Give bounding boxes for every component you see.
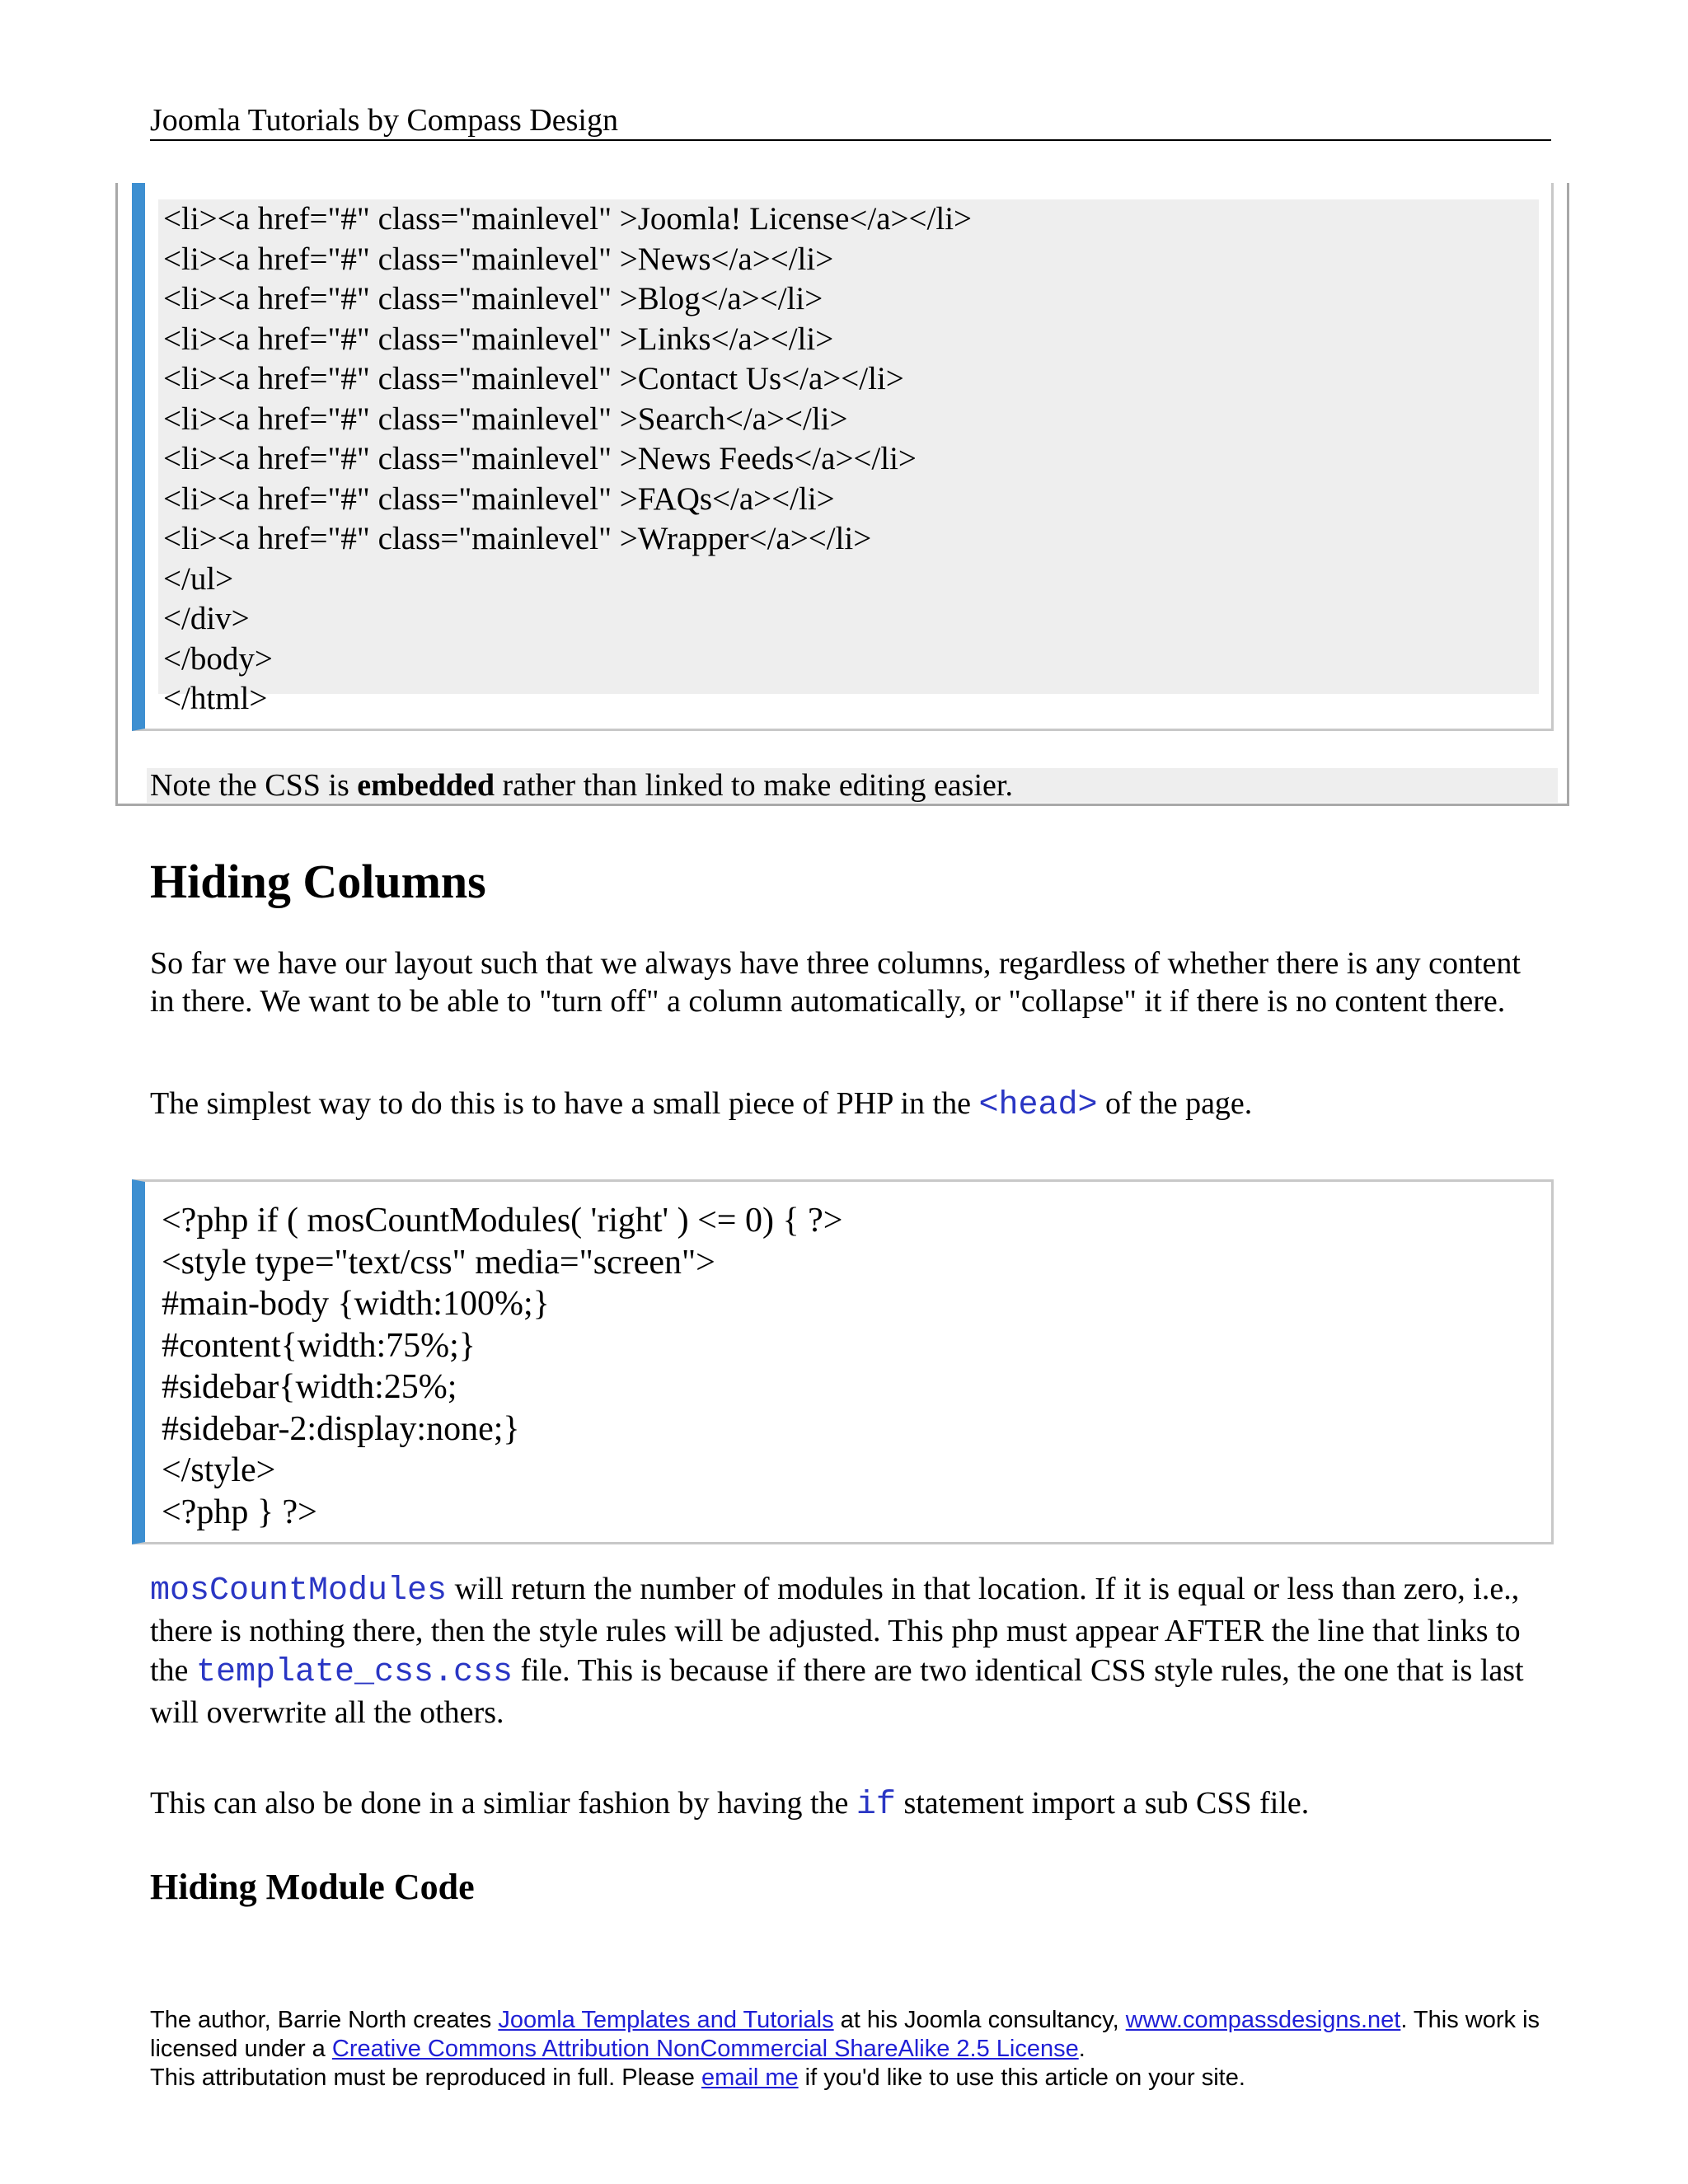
inline-code-template-css: template_css.css [195,1654,513,1691]
para4-text-before: This can also be done in a simliar fashion by having the [150,1786,856,1821]
joomla-templates-link[interactable]: Joomla Templates and Tutorials [498,2007,834,2033]
code-line: <li><a href="#" class="mainlevel" >Contact Us</a></li> [163,361,904,396]
code-line: </body> [163,640,273,677]
compassdesigns-link[interactable]: www.compassdesigns.net [1125,2007,1401,2033]
inline-code-head: <head> [978,1087,1098,1124]
code-line: <style type="text/css" media="screen"> [162,1243,715,1282]
footer-text: . This work is licensed under a [150,2007,1540,2062]
footer-text: if you'd like to use this article on your site. [798,2064,1245,2091]
code-block-content [158,199,1539,716]
css-note [147,768,1558,803]
code-line: #content{width:75%;} [162,1326,476,1365]
code-line: <li><a href="#" class="mainlevel" >News Feeds</a></li> [163,441,917,476]
mos-count-paragraph [150,1569,1543,1732]
para3-text-1: will return the number of modules in that location. If it is equal or less than zero, i.e., there is nothing there, then the style rules will be adjusted. This php must appear AFTER the line that links to the [150,1572,1521,1688]
code-line: <?php } ?> [162,1493,317,1531]
note-text-before: Note the CSS is [150,768,358,803]
code-line: </ul> [163,560,234,597]
similar-fashion-paragraph [150,1784,1543,1825]
para2-text-after: of the page. [1097,1086,1253,1121]
simplest-way-paragraph [150,1085,1543,1125]
code-line: #sidebar{width:25%; [162,1368,457,1406]
header-rule [150,139,1551,141]
para3-text-2: file. This is because if there are two identical CSS style rules, the one that is last will overwrite all the others. [150,1653,1524,1730]
section-heading: Hiding Columns [150,855,486,908]
para4-text-after: statement import a sub CSS file. [895,1786,1310,1821]
footer-text: at his Joomla consultancy, [833,2007,1126,2033]
code-line: <li><a href="#" class="mainlevel" >News</a></li> [163,241,834,277]
inline-code-if: if [856,1787,896,1824]
inline-code-moscountmodules: mosCountModules [150,1572,448,1610]
email-me-link[interactable]: email me [701,2064,799,2091]
code-line: #main-body {width:100%;} [162,1285,550,1323]
code-line: </html> [163,681,268,716]
code-line: #sidebar-2:display:none;} [162,1409,520,1448]
footer-text: The author, Barrie North creates [150,2007,499,2033]
para2-text-before: The simplest way to do this is to have a small piece of PHP in the [150,1086,979,1121]
footer-attribution [150,2006,1568,2093]
note-text-after: rather than linked to make editing easier. [495,768,1013,803]
intro-paragraph: So far we have our layout such that we always have three columns, regardless of whether there is any content in there. We want to be able to "turn off" a column automatically, or "collapse" it if there is no content there. [150,946,1521,1019]
running-header: Joomla Tutorials by Compass Design [150,103,618,138]
php-code-block [132,1179,1554,1544]
code-line: </div> [163,601,250,636]
footer-text: . [1078,2036,1085,2062]
code-line: <li><a href="#" class="mainlevel" >Joomla! License</a></li> [163,201,973,237]
creative-commons-link[interactable]: Creative Commons Attribution NonCommercial ShareAlike 2.5 License [331,2036,1079,2062]
note-emphasis: embedded [357,768,495,803]
footer-text: This attributation must be reproduced in full. Please [150,2064,701,2091]
code-line: <li><a href="#" class="mainlevel" >Search</a></li> [163,401,848,437]
code-line: <li><a href="#" class="mainlevel" >Links</a></li> [163,321,834,357]
code-line: </style> [162,1451,276,1489]
code-line: <li><a href="#" class="mainlevel" >Wrapper</a></li> [163,521,872,556]
code-line: <li><a href="#" class="mainlevel" >FAQs</a></li> [163,480,835,517]
code-block-continued [132,183,1554,731]
subsection-heading: Hiding Module Code [150,1867,475,1907]
code-line: <?php if ( mosCountModules( 'right' ) <= 0) { ?> [162,1202,843,1240]
code-line: <li><a href="#" class="mainlevel" >Blog</a></li> [163,281,823,316]
